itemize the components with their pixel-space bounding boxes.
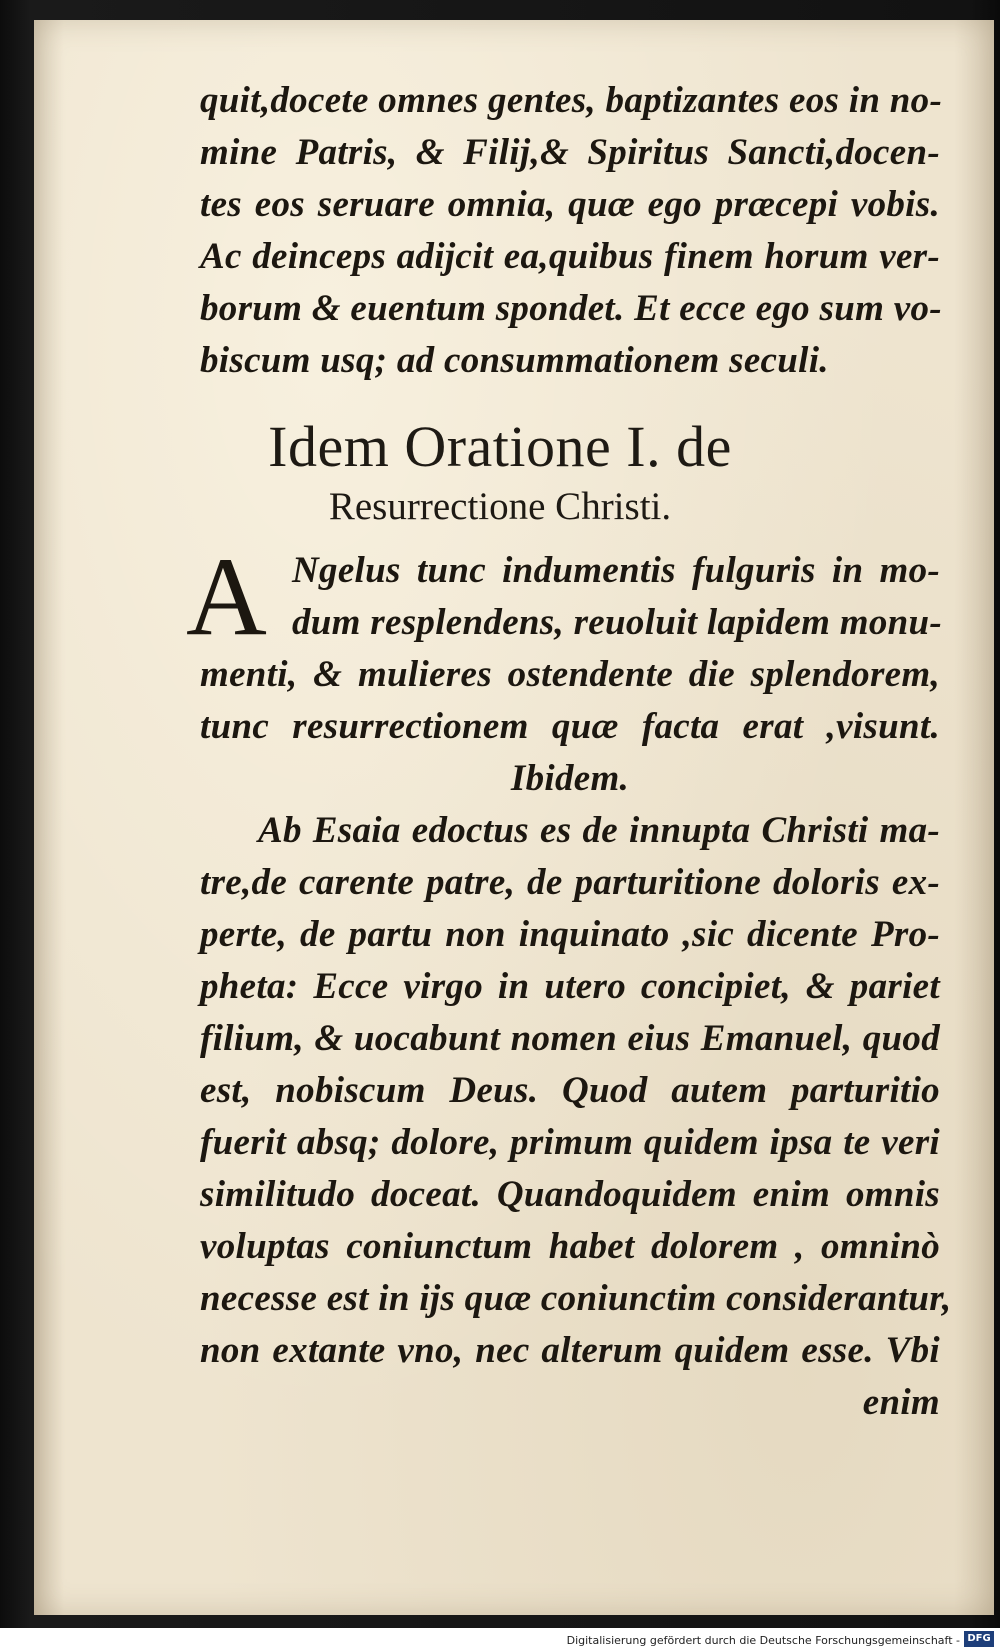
text-line: biscum usq; ad consummationem seculi.: [200, 340, 829, 381]
text-line: filium, & uocabunt nomen eius Emanuel, quod: [200, 1018, 940, 1059]
text-line: tunc resurrectionem quæ facta erat ,visunt.: [200, 706, 940, 747]
text-line: fuerit absq; dolore, primum quidem ipsa te veri: [200, 1122, 940, 1163]
ibidem-label: Ibidem.: [510, 758, 630, 799]
text-line: Ab Esaia edoctus es de innupta Christi ma-: [258, 810, 940, 851]
paragraph-1: [200, 75, 943, 387]
section-subheading: Resurrectione Christi.: [328, 485, 672, 528]
paragraph-3: [200, 805, 952, 1429]
footer-bar: [0, 1628, 1000, 1650]
text-line: mine Patris, & Filij,& Spiritus Sancti,docen-: [200, 132, 940, 173]
text-line: Ac deinceps adijcit ea,quibus finem horum ver-: [200, 236, 940, 277]
text-line: pheta: Ecce virgo in utero concipiet, & pariet: [200, 966, 940, 1007]
text-line: dum resplendens, reuoluit lapidem monu-: [292, 602, 943, 643]
text-line: similitudo doceat. Quandoquidem enim omnis: [200, 1174, 940, 1215]
text-line: tre,de carente patre, de parturitione doloris ex-: [200, 862, 940, 903]
catchword: enim: [862, 1382, 940, 1423]
paragraph-2: [186, 535, 943, 805]
text-line: non extante vno, nec alterum quidem esse. Vbi: [200, 1330, 940, 1371]
text-line: quit,docete omnes gentes, baptizantes eos in no-: [200, 80, 943, 121]
text-line: perte, de partu non inquinato ,sic dicente Pro-: [200, 914, 940, 955]
footer-credit: Digitalisierung gefördert durch die Deutsche Forschungsgemeinschaft -: [566, 1634, 960, 1647]
drop-cap: A: [186, 535, 267, 659]
text-line: est, nobiscum Deus. Quod autem parturitio: [200, 1070, 940, 1111]
text-line: menti, & mulieres ostendente die splendorem,: [200, 654, 940, 695]
text-line: borum & euentum spondet. Et ecce ego sum vo-: [200, 288, 942, 329]
text-line: voluptas coniunctum habet dolorem , omninò: [200, 1226, 940, 1267]
text-line: necesse est in ijs quæ coniunctim considerantur,: [200, 1278, 952, 1319]
text-line: tes eos seruare omnia, quæ ego præcepi vobis.: [200, 184, 940, 225]
dfg-logo-icon: DFG: [964, 1631, 994, 1647]
section-heading: Idem Oratione I. de: [268, 414, 732, 479]
text-line: Ngelus tunc indumentis fulguris in mo-: [292, 550, 940, 591]
